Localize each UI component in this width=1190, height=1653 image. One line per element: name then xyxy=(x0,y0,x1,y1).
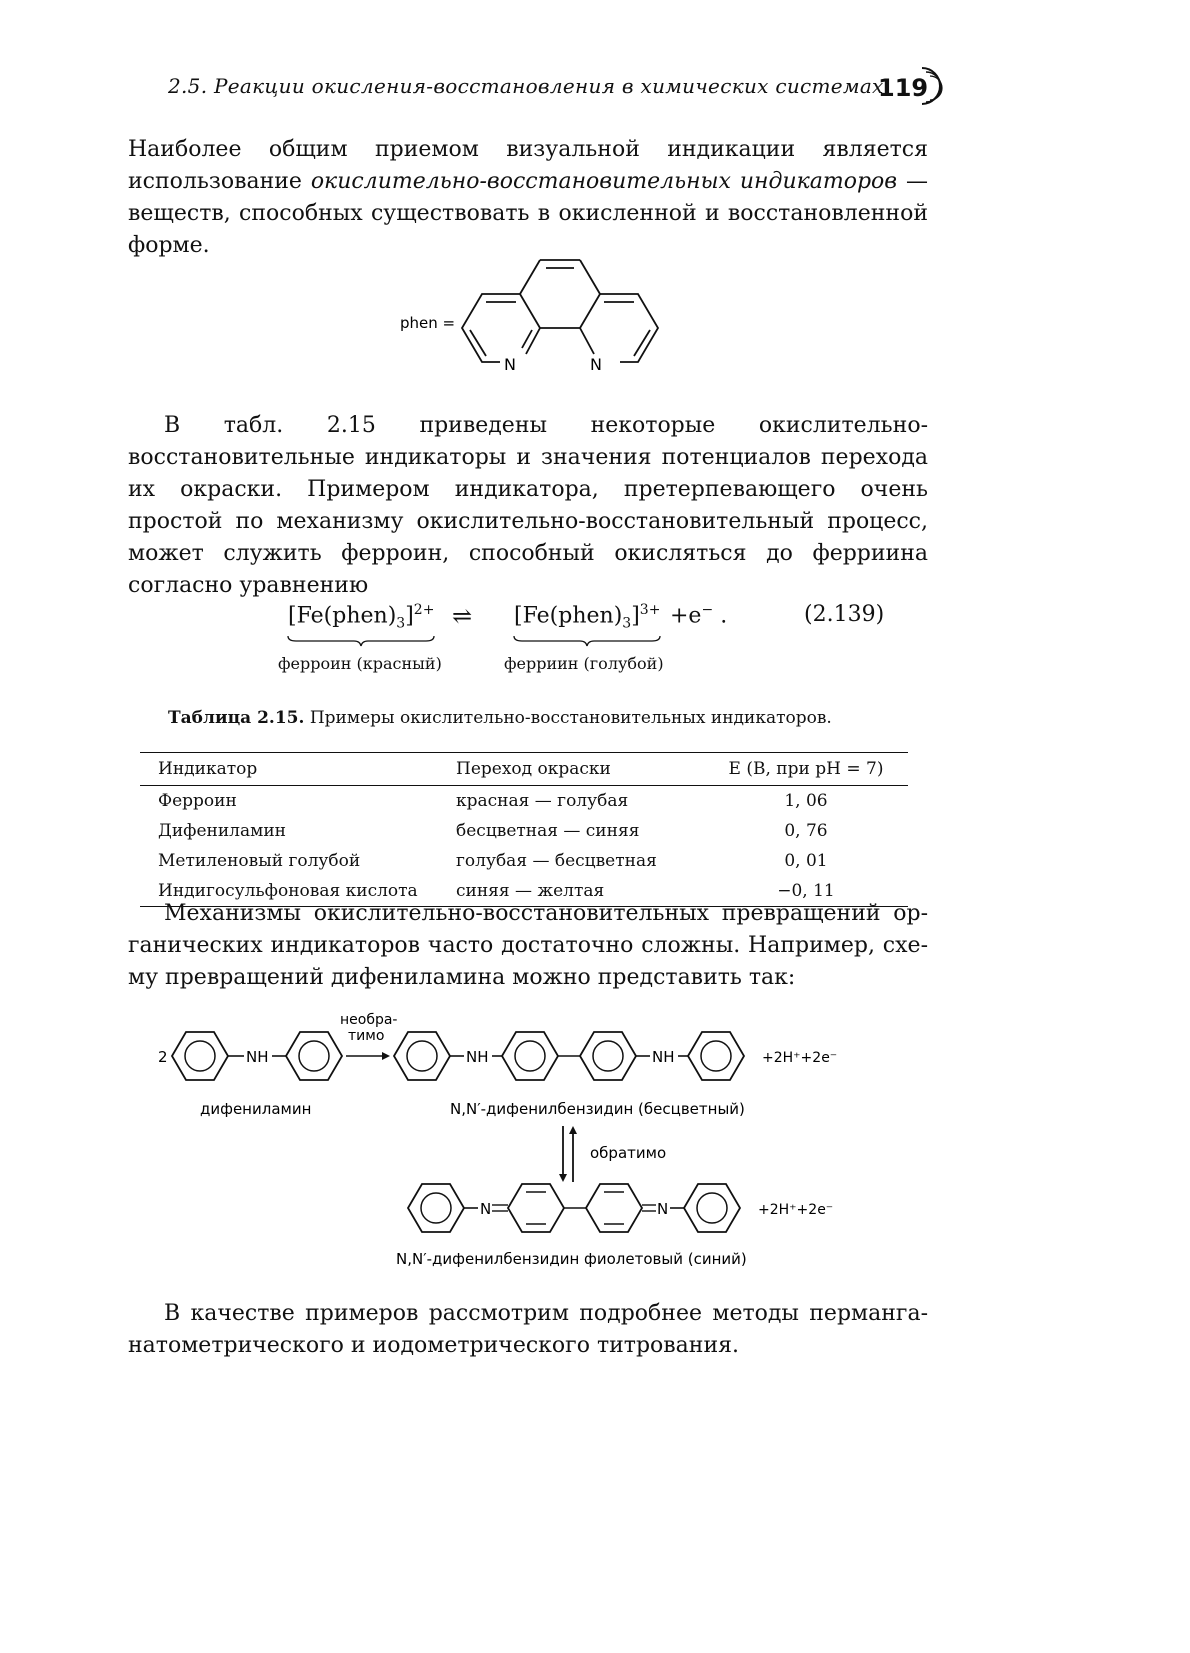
table-cell-indicator: Ферроин xyxy=(158,791,237,811)
scheme-irreversible-line2: тимо xyxy=(348,1028,385,1044)
table-caption-label: Таблица 2.15. xyxy=(168,708,305,728)
indicators-table xyxy=(140,752,908,907)
label-reversible: обратимо xyxy=(590,1144,667,1162)
table-cell-color-change: голубая — бесцветная xyxy=(456,851,657,871)
benzene-ring-icon xyxy=(688,1032,744,1080)
table-header-indicator: Индикатор xyxy=(140,753,438,786)
scheme-nh-3: NH xyxy=(652,1048,675,1066)
table-cell-indicator: Индигосульфоновая кислота xyxy=(140,876,438,907)
table-cell-indicator: Метиленовый голубой xyxy=(158,851,361,871)
paragraph-mechanism xyxy=(128,898,928,994)
paragraph-intro-emphasis: окислительно-восстановительных индикаторов xyxy=(310,169,898,194)
running-title: 2.5. Реакции окисления-восстановления в химических системах xyxy=(168,74,884,98)
reversible-arrow-icon xyxy=(559,1126,577,1182)
paragraph-table-intro-text: В табл. 2.15 приведены некоторые окислительно-восстановительные индикаторы и значения потенциалов перехода их окраски. Примером индикатора, претерпевающего очень простой по механизму окислительно-восстановительный процесс, может служить ферроин, способный окисляться до ферриина согласно уравнению xyxy=(128,413,928,598)
table-caption xyxy=(168,708,948,728)
equation-number: (2.139) xyxy=(804,602,885,627)
phen-label: phen = xyxy=(400,314,456,332)
page-number-badge xyxy=(878,70,948,110)
table-cell-potential: 1, 06 xyxy=(784,791,828,811)
scheme-coefficient: 2 xyxy=(158,1048,168,1066)
scheme-n-1: N xyxy=(480,1200,492,1218)
phen-bonds xyxy=(462,260,658,362)
table-cell-potential: −0, 11 xyxy=(696,876,908,907)
scheme-products-1: +2H⁺+2e⁻ xyxy=(762,1050,838,1066)
benzene-ring-icon xyxy=(172,1032,228,1080)
scheme-irreversible-line1: необра- xyxy=(340,1012,398,1028)
phen-nitrogen-left: N xyxy=(504,355,516,374)
table-header-row xyxy=(140,753,908,786)
ferroin-label: ферроин (красный) xyxy=(278,654,442,673)
phenanthroline-structure xyxy=(390,250,690,380)
paragraph-intro-lead: Наиболее общим приемом визуальной индикации является использование xyxy=(128,137,928,194)
label-diphenylbenzidine-violet: N,N′-дифенилбензидин фиолетовый (синий) xyxy=(396,1250,747,1268)
table-row xyxy=(140,846,908,876)
label-diphenylamine: дифениламин xyxy=(200,1100,312,1118)
benzene-ring-icon xyxy=(408,1184,464,1232)
ferroin-underbrace-icon xyxy=(286,634,436,648)
page-number: 119 xyxy=(878,74,929,102)
paragraph-table-intro xyxy=(128,410,928,602)
scheme-products-2: +2H⁺+2e⁻ xyxy=(758,1202,834,1218)
table-caption-text: Примеры окислительно-восстановительных индикаторов. xyxy=(309,708,832,728)
scheme-nh-1: NH xyxy=(246,1048,269,1066)
quinoid-ring-icon xyxy=(586,1184,642,1232)
paragraph-intro-tail: — веществ, способных существовать в окисленной и восстановленной форме. xyxy=(128,169,928,258)
page-number-swirl-icon xyxy=(916,64,946,108)
paragraph-titration xyxy=(128,1298,928,1362)
table-cell-potential: 0, 01 xyxy=(784,851,828,871)
running-header xyxy=(168,74,948,98)
table-cell-potential: 0, 76 xyxy=(784,821,828,841)
equation-2-139 xyxy=(0,602,1190,682)
table-row xyxy=(140,786,908,817)
scheme-n-2: N xyxy=(657,1200,669,1218)
equation-ferroin: $[Fe(phen)_3]^{2+}$ xyxy=(288,602,435,632)
table-row xyxy=(140,816,908,846)
equilibrium-arrow: ⇌ xyxy=(452,602,473,630)
benzene-ring-icon xyxy=(684,1184,740,1232)
benzene-ring-icon xyxy=(394,1032,450,1080)
ferriin-label: ферриин (голубой) xyxy=(504,654,664,673)
benzene-ring-icon xyxy=(580,1032,636,1080)
benzene-ring-icon xyxy=(502,1032,558,1080)
ferriin-underbrace-icon xyxy=(512,634,662,648)
table-header-color-change: Переход окраски xyxy=(438,753,696,786)
phen-nitrogen-right: N xyxy=(590,355,602,374)
scheme-nh-2: NH xyxy=(466,1048,489,1066)
paragraph-intro xyxy=(128,134,928,262)
diphenylamine-scheme xyxy=(150,1008,870,1278)
table-cell-color-change: синяя — желтая xyxy=(438,876,696,907)
quinoid-ring-icon xyxy=(508,1184,564,1232)
table-cell-color-change: красная — голубая xyxy=(456,791,629,811)
table-cell-indicator: Дифениламин xyxy=(158,821,286,841)
label-diphenylbenzidine-colorless: N,N′-дифенилбензидин (бесцветный) xyxy=(450,1100,745,1118)
table-cell-color-change: бесцветная — синяя xyxy=(456,821,640,841)
equation-ferriin: $[Fe(phen)_3]^{3+}$ xyxy=(514,602,661,632)
paragraph-titration-text: В качестве примеров рассмотрим подробнее методы перманганатометрического и иодометрического титрования. xyxy=(128,1301,928,1358)
paragraph-mechanism-text: Механизмы окислительно-восстановительных превращений органических индикаторов часто достаточно сложны. Например, схему превращений дифениламина можно представить так: xyxy=(128,901,928,990)
benzene-ring-icon xyxy=(286,1032,342,1080)
equation-electron: +e− . xyxy=(670,602,728,629)
table-header-potential: E (В, при pH = 7) xyxy=(696,753,908,786)
